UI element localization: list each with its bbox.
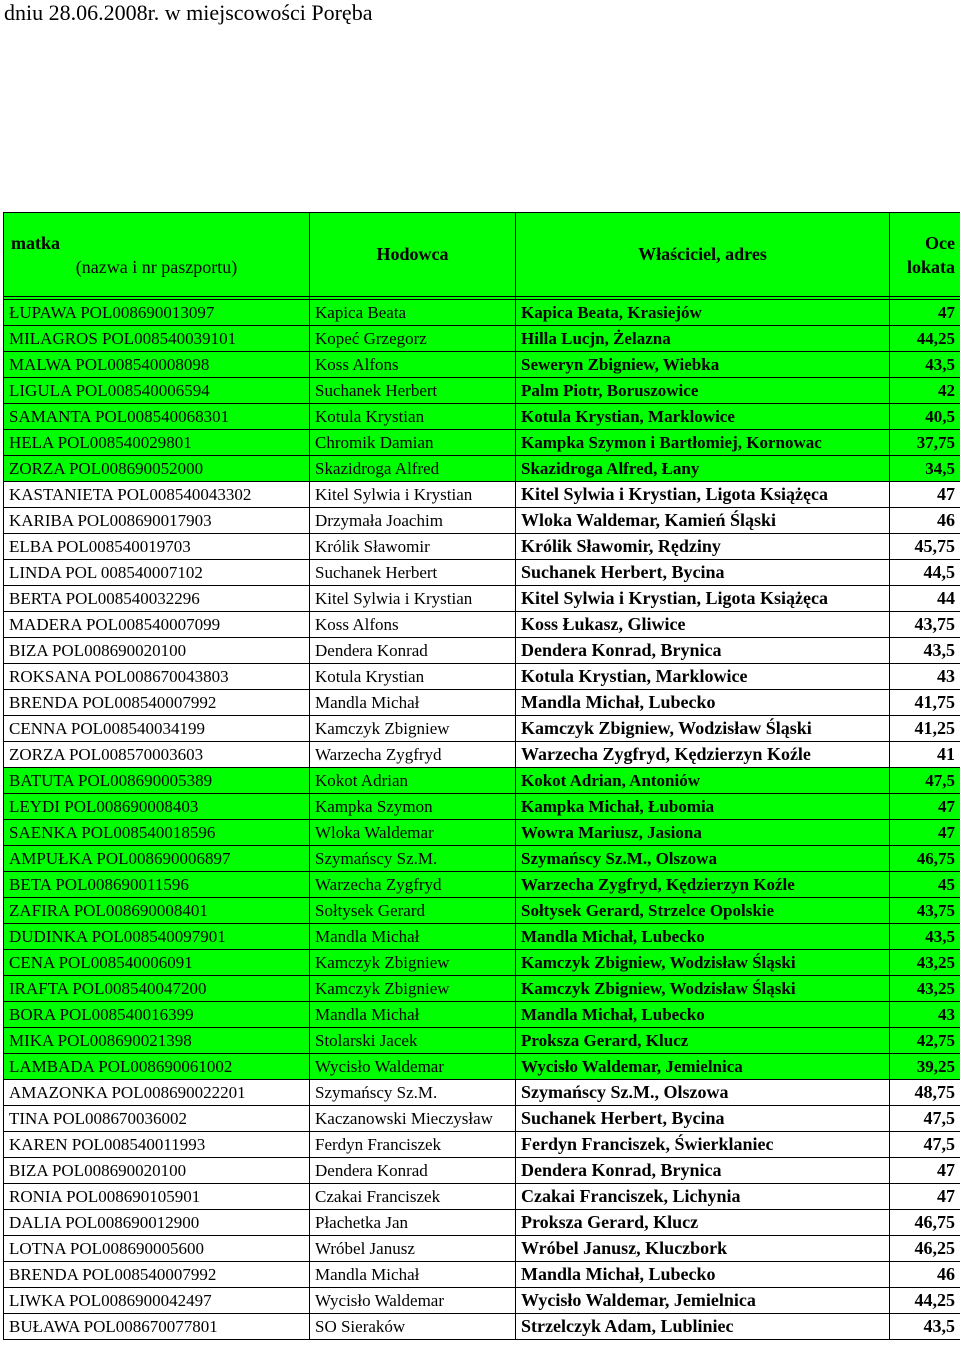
cell-wlasciciel: Suchanek Herbert, Bycina bbox=[516, 560, 890, 586]
table-row bbox=[4, 742, 960, 768]
cell-matka: IRAFTA POL008540047200 bbox=[4, 976, 310, 1002]
cell-ocena: 44,25 bbox=[890, 326, 960, 352]
cell-wlasciciel: Szymańscy Sz.M., Olszowa bbox=[516, 846, 890, 872]
cell-ocena: 45 bbox=[890, 872, 960, 898]
cell-hodowca: Kopeć Grzegorz bbox=[310, 326, 516, 352]
cell-ocena: 42,75 bbox=[890, 1028, 960, 1054]
cell-hodowca: Kokot Adrian bbox=[310, 768, 516, 794]
cell-hodowca: Kamczyk Zbigniew bbox=[310, 950, 516, 976]
cell-wlasciciel: Kotula Krystian, Marklowice bbox=[516, 664, 890, 690]
cell-matka: ZORZA POL008690052000 bbox=[4, 456, 310, 482]
cell-matka: LIWKA POL0086900042497 bbox=[4, 1288, 310, 1314]
cell-hodowca: Kitel Sylwia i Krystian bbox=[310, 482, 516, 508]
cell-hodowca: Wycisło Waldemar bbox=[310, 1288, 516, 1314]
cell-wlasciciel: Wycisło Waldemar, Jemielnica bbox=[516, 1288, 890, 1314]
table-row bbox=[4, 664, 960, 690]
cell-ocena: 43,25 bbox=[890, 976, 960, 1002]
cell-matka: BIZA POL008690020100 bbox=[4, 638, 310, 664]
cell-wlasciciel: Królik Sławomir, Rędziny bbox=[516, 534, 890, 560]
cell-matka: BRENDA POL008540007992 bbox=[4, 690, 310, 716]
cell-ocena: 47 bbox=[890, 794, 960, 820]
cell-matka: LINDA POL 008540007102 bbox=[4, 560, 310, 586]
column-header-matka-line2: (nazwa i nr paszportu) bbox=[75, 256, 238, 277]
column-header-ocena bbox=[890, 213, 960, 297]
table-row bbox=[4, 534, 960, 560]
cell-hodowca: Stolarski Jacek bbox=[310, 1028, 516, 1054]
cell-hodowca: Kaczanowski Mieczysław bbox=[310, 1106, 516, 1132]
cell-matka: BUŁAWA POL008670077801 bbox=[4, 1314, 310, 1340]
cell-ocena: 44 bbox=[890, 586, 960, 612]
cell-hodowca: Chromik Damian bbox=[310, 430, 516, 456]
cell-hodowca: Wycisło Waldemar bbox=[310, 1054, 516, 1080]
cell-wlasciciel: Kamczyk Zbigniew, Wodzisław Śląski bbox=[516, 950, 890, 976]
cell-matka: DALIA POL008690012900 bbox=[4, 1210, 310, 1236]
cell-ocena: 46 bbox=[890, 1262, 960, 1288]
column-header-hodowca: Hodowca bbox=[310, 213, 516, 297]
cell-wlasciciel: Koss Łukasz, Gliwice bbox=[516, 612, 890, 638]
cell-wlasciciel: Skazidroga Alfred, Łany bbox=[516, 456, 890, 482]
cell-hodowca: Kamczyk Zbigniew bbox=[310, 716, 516, 742]
cell-hodowca: Kotula Krystian bbox=[310, 404, 516, 430]
cell-wlasciciel: Strzelczyk Adam, Lubliniec bbox=[516, 1314, 890, 1340]
cell-hodowca: Suchanek Herbert bbox=[310, 560, 516, 586]
cell-ocena: 34,5 bbox=[890, 456, 960, 482]
table-row bbox=[4, 1314, 960, 1340]
cell-wlasciciel: Kampka Michał, Łubomia bbox=[516, 794, 890, 820]
cell-hodowca: Mandla Michał bbox=[310, 1262, 516, 1288]
cell-matka: BETA POL008690011596 bbox=[4, 872, 310, 898]
cell-hodowca: Warzecha Zygfryd bbox=[310, 872, 516, 898]
cell-wlasciciel: Szymańscy Sz.M., Olszowa bbox=[516, 1080, 890, 1106]
cell-matka: LOTNA POL008690005600 bbox=[4, 1236, 310, 1262]
cell-hodowca: Koss Alfons bbox=[310, 612, 516, 638]
table-row bbox=[4, 846, 960, 872]
table-row bbox=[4, 1184, 960, 1210]
cell-hodowca: Kamczyk Zbigniew bbox=[310, 976, 516, 1002]
cell-wlasciciel: Kotula Krystian, Marklowice bbox=[516, 404, 890, 430]
cell-hodowca: Kapica Beata bbox=[310, 300, 516, 326]
cell-ocena: 41 bbox=[890, 742, 960, 768]
cell-matka: ZAFIRA POL008690008401 bbox=[4, 898, 310, 924]
cell-wlasciciel: Proksza Gerard, Klucz bbox=[516, 1210, 890, 1236]
table-row bbox=[4, 456, 960, 482]
table-row bbox=[4, 300, 960, 326]
cell-hodowca: Suchanek Herbert bbox=[310, 378, 516, 404]
cell-ocena: 47 bbox=[890, 482, 960, 508]
cell-hodowca: Kampka Szymon bbox=[310, 794, 516, 820]
table-row bbox=[4, 976, 960, 1002]
cell-wlasciciel: Sołtysek Gerard, Strzelce Opolskie bbox=[516, 898, 890, 924]
cell-ocena: 43,5 bbox=[890, 352, 960, 378]
table-row bbox=[4, 560, 960, 586]
cell-wlasciciel: Kapica Beata, Krasiejów bbox=[516, 300, 890, 326]
cell-wlasciciel: Warzecha Zygfryd, Kędzierzyn Koźle bbox=[516, 742, 890, 768]
cell-wlasciciel: Mandla Michał, Lubecko bbox=[516, 924, 890, 950]
cell-matka: AMPUŁKA POL008690006897 bbox=[4, 846, 310, 872]
cell-wlasciciel: Mandla Michał, Lubecko bbox=[516, 1262, 890, 1288]
cell-ocena: 43,5 bbox=[890, 924, 960, 950]
table-row bbox=[4, 924, 960, 950]
cell-hodowca: Koss Alfons bbox=[310, 352, 516, 378]
cell-matka: LEYDI POL008690008403 bbox=[4, 794, 310, 820]
page-title: dniu 28.06.2008r. w miejscowości Poręba bbox=[4, 0, 373, 25]
table-row bbox=[4, 1210, 960, 1236]
cell-ocena: 46 bbox=[890, 508, 960, 534]
column-header-matka-line1: matka bbox=[11, 232, 60, 253]
table-row bbox=[4, 1262, 960, 1288]
cell-ocena: 43 bbox=[890, 1002, 960, 1028]
cell-wlasciciel: Proksza Gerard, Klucz bbox=[516, 1028, 890, 1054]
cell-ocena: 47 bbox=[890, 1184, 960, 1210]
table-row bbox=[4, 950, 960, 976]
table-row bbox=[4, 1002, 960, 1028]
cell-matka: KARIBA POL008690017903 bbox=[4, 508, 310, 534]
table-row bbox=[4, 820, 960, 846]
cell-hodowca: Królik Sławomir bbox=[310, 534, 516, 560]
cell-matka: HELA POL008540029801 bbox=[4, 430, 310, 456]
cell-wlasciciel: Wróbel Janusz, Kluczbork bbox=[516, 1236, 890, 1262]
cell-hodowca: Ferdyn Franciszek bbox=[310, 1132, 516, 1158]
cell-matka: AMAZONKA POL008690022201 bbox=[4, 1080, 310, 1106]
cell-wlasciciel: Dendera Konrad, Brynica bbox=[516, 638, 890, 664]
cell-wlasciciel: Warzecha Zygfryd, Kędzierzyn Koźle bbox=[516, 872, 890, 898]
cell-ocena: 47 bbox=[890, 300, 960, 326]
column-header-ocena-line2: lokata bbox=[906, 256, 955, 277]
table-row bbox=[4, 430, 960, 456]
cell-matka: DUDINKA POL008540097901 bbox=[4, 924, 310, 950]
cell-matka: MIKA POL008690021398 bbox=[4, 1028, 310, 1054]
cell-matka: SAENKA POL008540018596 bbox=[4, 820, 310, 846]
cell-matka: ROKSANA POL008670043803 bbox=[4, 664, 310, 690]
cell-matka: MALWA POL008540008098 bbox=[4, 352, 310, 378]
cell-wlasciciel: Wowra Mariusz, Jasiona bbox=[516, 820, 890, 846]
cell-hodowca: Mandla Michał bbox=[310, 690, 516, 716]
cell-wlasciciel: Kamczyk Zbigniew, Wodzisław Śląski bbox=[516, 976, 890, 1002]
cell-wlasciciel: Suchanek Herbert, Bycina bbox=[516, 1106, 890, 1132]
cell-hodowca: Dendera Konrad bbox=[310, 638, 516, 664]
cell-hodowca: Szymańscy Sz.M. bbox=[310, 846, 516, 872]
cell-ocena: 47 bbox=[890, 1158, 960, 1184]
column-header-ocena-line1: Oce bbox=[925, 232, 955, 253]
cell-ocena: 39,25 bbox=[890, 1054, 960, 1080]
cell-ocena: 43,75 bbox=[890, 612, 960, 638]
table-row bbox=[4, 1028, 960, 1054]
cell-wlasciciel: Dendera Konrad, Brynica bbox=[516, 1158, 890, 1184]
table-row bbox=[4, 768, 960, 794]
cell-ocena: 37,75 bbox=[890, 430, 960, 456]
cell-hodowca: Drzymała Joachim bbox=[310, 508, 516, 534]
cell-matka: CENNA POL008540034199 bbox=[4, 716, 310, 742]
cell-wlasciciel: Seweryn Zbigniew, Wiebka bbox=[516, 352, 890, 378]
table-row bbox=[4, 482, 960, 508]
table-row bbox=[4, 638, 960, 664]
cell-matka: MILAGROS POL008540039101 bbox=[4, 326, 310, 352]
cell-ocena: 44,25 bbox=[890, 1288, 960, 1314]
cell-matka: CENA POL008540006091 bbox=[4, 950, 310, 976]
cell-hodowca: Wróbel Janusz bbox=[310, 1236, 516, 1262]
cell-ocena: 42 bbox=[890, 378, 960, 404]
cell-matka: MADERA POL008540007099 bbox=[4, 612, 310, 638]
cell-hodowca: Szymańscy Sz.M. bbox=[310, 1080, 516, 1106]
cell-ocena: 46,75 bbox=[890, 1210, 960, 1236]
cell-matka: BERTA POL008540032296 bbox=[4, 586, 310, 612]
cell-hodowca: Mandla Michał bbox=[310, 924, 516, 950]
table-row bbox=[4, 1236, 960, 1262]
cell-matka: BRENDA POL008540007992 bbox=[4, 1262, 310, 1288]
cell-ocena: 41,75 bbox=[890, 690, 960, 716]
table-row bbox=[4, 716, 960, 742]
cell-ocena: 44,5 bbox=[890, 560, 960, 586]
cell-ocena: 43,25 bbox=[890, 950, 960, 976]
cell-wlasciciel: Kokot Adrian, Antoniów bbox=[516, 768, 890, 794]
column-header-wlasciciel: Właściciel, adres bbox=[516, 213, 890, 297]
cell-matka: ZORZA POL008570003603 bbox=[4, 742, 310, 768]
table-row bbox=[4, 1106, 960, 1132]
table-row bbox=[4, 586, 960, 612]
cell-hodowca: Wloka Waldemar bbox=[310, 820, 516, 846]
table-row bbox=[4, 794, 960, 820]
table-row bbox=[4, 1132, 960, 1158]
cell-hodowca: Sołtysek Gerard bbox=[310, 898, 516, 924]
cell-ocena: 41,25 bbox=[890, 716, 960, 742]
cell-hodowca: Kitel Sylwia i Krystian bbox=[310, 586, 516, 612]
table-row bbox=[4, 326, 960, 352]
cell-wlasciciel: Hilla Lucjn, Żelazna bbox=[516, 326, 890, 352]
table-row bbox=[4, 872, 960, 898]
cell-hodowca: Skazidroga Alfred bbox=[310, 456, 516, 482]
cell-hodowca: SO Sieraków bbox=[310, 1314, 516, 1340]
cell-matka: BIZA POL008690020100 bbox=[4, 1158, 310, 1184]
cell-hodowca: Warzecha Zygfryd bbox=[310, 742, 516, 768]
cell-wlasciciel: Kitel Sylwia i Krystian, Ligota Książęca bbox=[516, 586, 890, 612]
cell-matka: LAMBADA POL008690061002 bbox=[4, 1054, 310, 1080]
cell-wlasciciel: Mandla Michał, Lubecko bbox=[516, 1002, 890, 1028]
cell-ocena: 47,5 bbox=[890, 768, 960, 794]
cell-hodowca: Kotula Krystian bbox=[310, 664, 516, 690]
cell-wlasciciel: Wycisło Waldemar, Jemielnica bbox=[516, 1054, 890, 1080]
results-table bbox=[3, 212, 960, 1340]
cell-hodowca: Mandla Michał bbox=[310, 1002, 516, 1028]
cell-ocena: 43 bbox=[890, 664, 960, 690]
cell-matka: TINA POL008670036002 bbox=[4, 1106, 310, 1132]
table-row bbox=[4, 1080, 960, 1106]
table-row bbox=[4, 1054, 960, 1080]
cell-matka: ŁUPAWA POL008690013097 bbox=[4, 300, 310, 326]
column-header-matka bbox=[4, 213, 310, 297]
cell-ocena: 40,5 bbox=[890, 404, 960, 430]
cell-wlasciciel: Palm Piotr, Boruszowice bbox=[516, 378, 890, 404]
cell-ocena: 46,75 bbox=[890, 846, 960, 872]
cell-ocena: 43,75 bbox=[890, 898, 960, 924]
cell-wlasciciel: Kitel Sylwia i Krystian, Ligota Książęca bbox=[516, 482, 890, 508]
table-row bbox=[4, 612, 960, 638]
table-row bbox=[4, 1288, 960, 1314]
cell-wlasciciel: Kamczyk Zbigniew, Wodzisław Śląski bbox=[516, 716, 890, 742]
cell-wlasciciel: Kampka Szymon i Bartłomiej, Kornowac bbox=[516, 430, 890, 456]
cell-matka: ELBA POL008540019703 bbox=[4, 534, 310, 560]
cell-ocena: 46,25 bbox=[890, 1236, 960, 1262]
cell-hodowca: Czakai Franciszek bbox=[310, 1184, 516, 1210]
table-row bbox=[4, 1158, 960, 1184]
cell-matka: BORA POL008540016399 bbox=[4, 1002, 310, 1028]
cell-hodowca: Płachetka Jan bbox=[310, 1210, 516, 1236]
table-header bbox=[4, 213, 960, 300]
table-row bbox=[4, 690, 960, 716]
table-row bbox=[4, 378, 960, 404]
cell-wlasciciel: Ferdyn Franciszek, Świerklaniec bbox=[516, 1132, 890, 1158]
table-body bbox=[4, 300, 960, 1340]
cell-hodowca: Dendera Konrad bbox=[310, 1158, 516, 1184]
table-row bbox=[4, 898, 960, 924]
cell-matka: KASTANIETA POL008540043302 bbox=[4, 482, 310, 508]
cell-ocena: 47 bbox=[890, 820, 960, 846]
cell-wlasciciel: Wloka Waldemar, Kamień Śląski bbox=[516, 508, 890, 534]
cell-ocena: 47,5 bbox=[890, 1106, 960, 1132]
cell-wlasciciel: Mandla Michał, Lubecko bbox=[516, 690, 890, 716]
cell-matka: LIGULA POL008540006594 bbox=[4, 378, 310, 404]
cell-ocena: 47,5 bbox=[890, 1132, 960, 1158]
cell-ocena: 45,75 bbox=[890, 534, 960, 560]
table-row bbox=[4, 508, 960, 534]
cell-matka: SAMANTA POL008540068301 bbox=[4, 404, 310, 430]
cell-wlasciciel: Czakai Franciszek, Lichynia bbox=[516, 1184, 890, 1210]
cell-ocena: 43,5 bbox=[890, 638, 960, 664]
cell-ocena: 48,75 bbox=[890, 1080, 960, 1106]
cell-ocena: 43,5 bbox=[890, 1314, 960, 1340]
table-row bbox=[4, 352, 960, 378]
cell-matka: KAREN POL008540011993 bbox=[4, 1132, 310, 1158]
cell-matka: RONIA POL008690105901 bbox=[4, 1184, 310, 1210]
cell-matka: BATUTA POL008690005389 bbox=[4, 768, 310, 794]
table-row bbox=[4, 404, 960, 430]
